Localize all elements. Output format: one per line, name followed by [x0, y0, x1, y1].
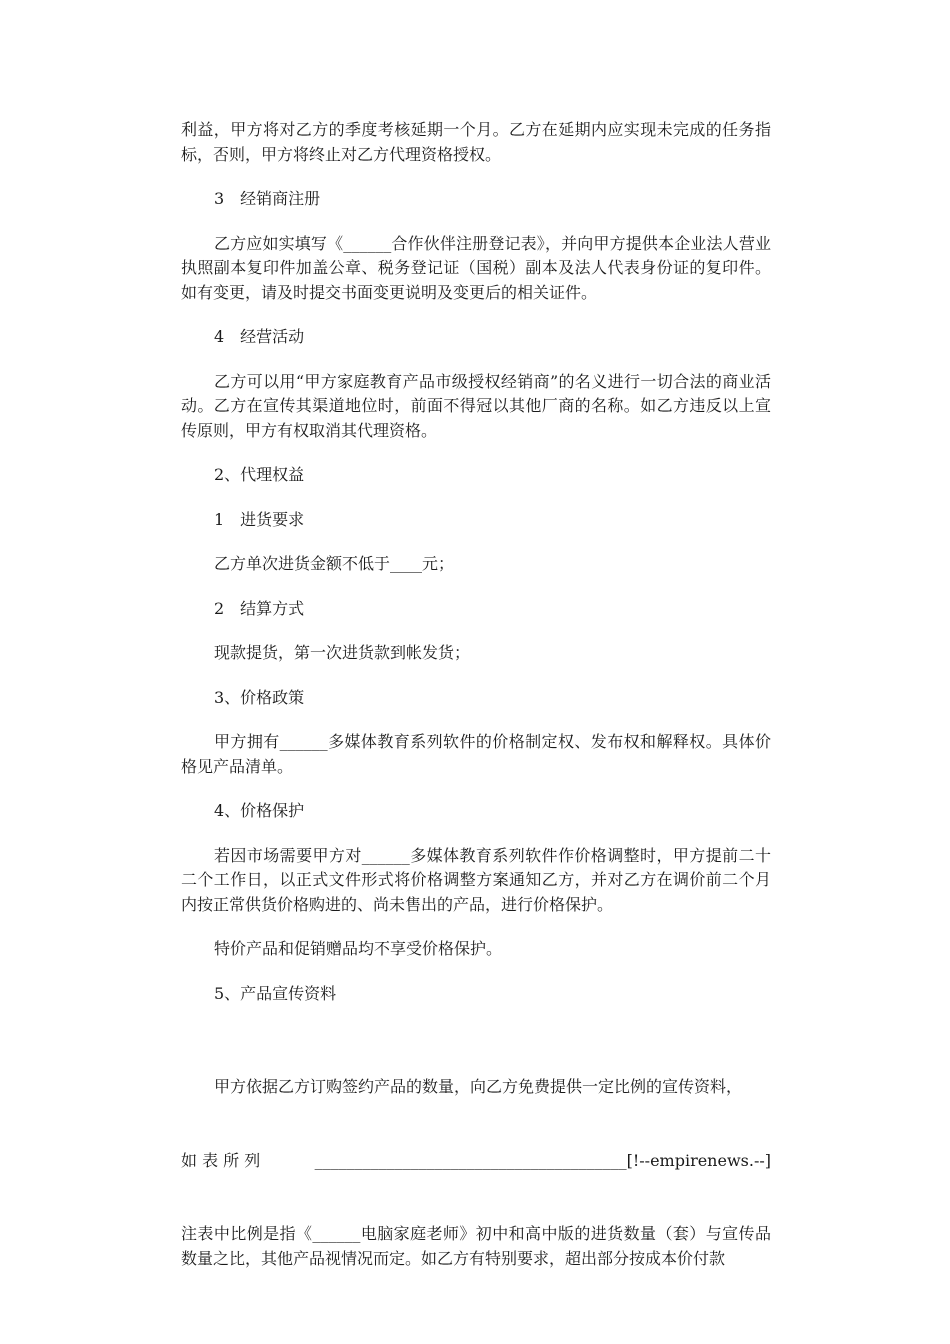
heading-settlement-method: 2 结算方式	[214, 598, 305, 618]
heading-promotional-materials: 5、产品宣传资料	[214, 983, 337, 1003]
heading-price-protection: 4、价格保护	[214, 801, 305, 820]
promo-line-3: 注表中比例是指《______电脑家庭老师》初中和高中版的进货数量（套）与宣传品数量之比，其他产品视情况而定。如乙方有特别要求，超出部分按成本价付款	[181, 1224, 771, 1268]
heading-purchase-requirements: 1 进货要求	[214, 509, 305, 529]
paragraph-quarterly-assessment: 利益，甲方将对乙方的季度考核延期一个月。乙方在延期内应实现未完成的任务指标，否则，甲方将终止对乙方代理资格授权。	[181, 120, 771, 164]
paragraph-purchase-requirements: 乙方单次进货金额不低于____元；	[214, 554, 455, 573]
document-page	[181, 118, 771, 1320]
paragraph-settlement-method: 现款提货，第一次进货款到帐发货；	[214, 643, 471, 662]
promo-table-reference: 如 表 所 列	[181, 1150, 261, 1170]
heading-agency-rights: 2、代理权益	[214, 465, 305, 484]
promo-line-1: 甲方依据乙方订购签约产品的数量，向乙方免费提供一定比例的宣传资料，	[214, 1077, 743, 1096]
paragraph-business-activities: 乙方可以用“甲方家庭教育产品市级授权经销商”的名义进行一切合法的商业活动。乙方在宣传其渠道地位时，前面不得冠以其他厂商的名称。如乙方违反以上宣传原则，甲方有权取消其代理资格。	[181, 371, 771, 440]
paragraph-dealer-registration: 乙方应如实填写《______合作伙伴注册登记表》，并向甲方提供本企业法人营业执照副本复印件加盖公章、税务登记证（国税）副本及法人代表身份证的复印件。如有变更，请及时提交书面变更说明及变更后的相关证件。	[181, 233, 771, 302]
paragraph-special-products: 特价产品和促销赠品均不享受价格保护。	[214, 939, 503, 958]
heading-price-policy: 3、价格政策	[214, 687, 305, 707]
promo-blank-line: _______________________________________[!--empirenews.--]	[314, 1150, 771, 1170]
promo-line-2	[181, 1149, 771, 1174]
paragraph-promotional-materials	[181, 1026, 771, 1320]
paragraph-price-protection: 若因市场需要甲方对______多媒体教育系列软件作价格调整时，甲方提前二十二个工作日，以正式文件形式将价格调整方案通知乙方，并对乙方在调价前二个月内按正常供货价格购进的、尚未售出的产品，进行价格保护。	[181, 845, 771, 914]
heading-dealer-registration: 3 经销商注册	[214, 189, 321, 208]
paragraph-price-policy: 甲方拥有______多媒体教育系列软件的价格制定权、发布权和解释权。具体价格见产品清单。	[181, 732, 771, 776]
heading-business-activities: 4 经营活动	[214, 327, 305, 346]
